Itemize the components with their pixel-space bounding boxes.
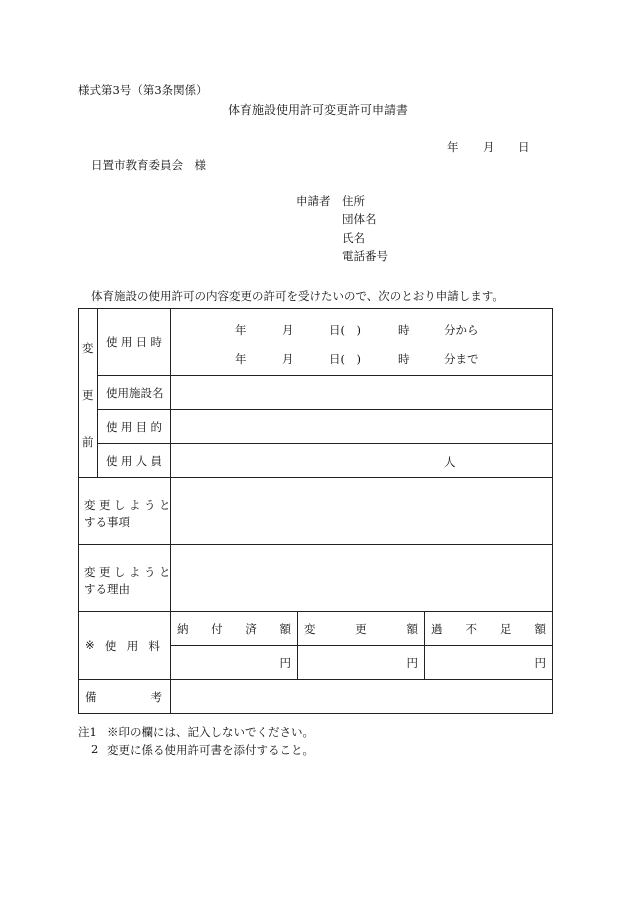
excess-deficit-header-4: 額 (534, 621, 546, 636)
change-item-label-cell (79, 478, 174, 545)
remarks-label-cell (79, 680, 171, 714)
before-group-char-3: 前 (82, 435, 94, 449)
usage-purpose-label-4: 的 (150, 419, 162, 434)
paid-amount-header-4: 額 (279, 621, 291, 636)
dt2-day: 日( ) (329, 352, 361, 366)
usage-datetime-label-4: 時 (150, 335, 162, 349)
fee-note-mark: ※ (85, 637, 95, 652)
note-2-text: 変更に係る使用許可書を添付すること。 (107, 743, 314, 757)
dt2-hour: 時 (398, 352, 410, 366)
usage-people-label-2: 用 (120, 453, 133, 468)
applicant-name-label: 氏名 (342, 231, 365, 245)
applicant-phone-label: 電話番号 (342, 249, 388, 263)
date-line (447, 139, 530, 154)
form-title: 体育施設使用許可変更許可申請書 (228, 103, 409, 117)
usage-datetime-label-1: 使 (106, 335, 118, 349)
excess-deficit-value-cell[interactable] (425, 646, 553, 680)
usage-purpose-label-2: 用 (120, 419, 133, 434)
note-2-prefix: 2 (91, 742, 99, 756)
changed-amount-unit: 円 (406, 655, 418, 670)
change-reason-label-line1: 変更しようと (84, 565, 174, 579)
dt1-day: 日( ) (329, 323, 361, 337)
date-day-label: 日 (518, 140, 530, 154)
change-item-value-cell[interactable] (171, 478, 553, 545)
dt1-minute-from: 分から (444, 323, 479, 337)
dt2-year: 年 (235, 352, 247, 366)
excess-deficit-header-2: 不 (465, 621, 477, 636)
fee-label-3: 料 (148, 638, 160, 653)
paid-amount-header-1: 納 (177, 621, 189, 636)
applicant-group-name-label: 団体名 (342, 212, 377, 226)
facility-name-value-cell[interactable] (171, 376, 553, 410)
change-item-label-line1: 変更しようと (84, 498, 174, 512)
dt2-month: 月 (282, 352, 294, 366)
form-number: 様式第3号（第3条関係） (78, 83, 208, 97)
dt1-hour: 時 (398, 323, 410, 337)
change-reason-label-line2: する理由 (84, 582, 130, 596)
addressee: 日置市教育委員会 様 (91, 158, 206, 172)
fee-label-1: 使 (104, 638, 117, 653)
usage-people-unit: 人 (444, 455, 456, 469)
usage-people-label-1: 使 (106, 453, 118, 468)
remarks-label-2: 考 (150, 689, 162, 704)
dt1-month: 月 (282, 323, 294, 337)
excess-deficit-header-1: 過 (431, 621, 443, 636)
paid-amount-header-2: 付 (211, 621, 223, 636)
usage-purpose-label-cell (98, 410, 171, 444)
dt1-year: 年 (235, 323, 247, 337)
usage-people-value-cell[interactable] (171, 444, 553, 478)
usage-purpose-label-3: 目 (135, 419, 148, 434)
facility-name-label-cell (98, 376, 171, 410)
paid-amount-value-cell[interactable] (171, 646, 298, 680)
changed-amount-header-1: 変 (304, 621, 316, 636)
applicant-label: 申請者 (296, 194, 331, 208)
changed-amount-header-cell (298, 612, 425, 646)
changed-amount-header-2: 更 (355, 621, 367, 636)
remarks-value-cell[interactable] (171, 680, 553, 714)
usage-datetime-value-cell[interactable] (171, 309, 553, 376)
before-group-char-2: 更 (82, 388, 94, 402)
changed-amount-value-cell[interactable] (298, 646, 425, 680)
usage-purpose-value-cell[interactable] (171, 410, 553, 444)
paid-amount-unit: 円 (279, 655, 291, 670)
usage-datetime-label-2: 用 (120, 335, 133, 349)
dt2-minute-until: 分まで (444, 352, 479, 366)
changed-amount-header-3: 額 (406, 621, 418, 636)
before-group-char-1: 変 (82, 341, 94, 355)
usage-purpose-label-1: 使 (106, 419, 118, 434)
usage-people-label-cell (98, 444, 171, 478)
date-month-label: 月 (483, 140, 495, 154)
excess-deficit-header-cell (425, 612, 553, 646)
fee-label-cell (79, 612, 171, 680)
usage-datetime-label-cell (98, 309, 171, 376)
note-1-prefix: 注1 (78, 725, 97, 739)
intro-text: 体育施設の使用許可の内容変更の許可を受けたいので、次のとおり申請します。 (91, 289, 504, 303)
fee-label-2: 用 (126, 638, 139, 653)
usage-people-label-3: 人 (135, 453, 148, 468)
before-change-group-cell (79, 309, 98, 478)
excess-deficit-unit: 円 (534, 655, 547, 670)
change-reason-label-cell (79, 545, 174, 612)
paid-amount-header-3: 済 (245, 621, 257, 636)
note-1-text: ※印の欄には、記入しないでください。 (107, 725, 314, 739)
paid-amount-header-cell (171, 612, 298, 646)
change-item-label-line2: する事項 (84, 515, 130, 529)
excess-deficit-header-3: 足 (500, 621, 512, 636)
application-table (78, 308, 553, 714)
date-year-label: 年 (447, 140, 459, 154)
usage-people-label-4: 員 (150, 453, 162, 468)
remarks-label-1: 備 (85, 689, 97, 704)
usage-datetime-label-3: 日 (135, 335, 148, 349)
facility-name-label: 使用施設名 (106, 385, 164, 400)
change-reason-value-cell[interactable] (171, 545, 553, 612)
applicant-address-label: 住所 (342, 194, 365, 208)
